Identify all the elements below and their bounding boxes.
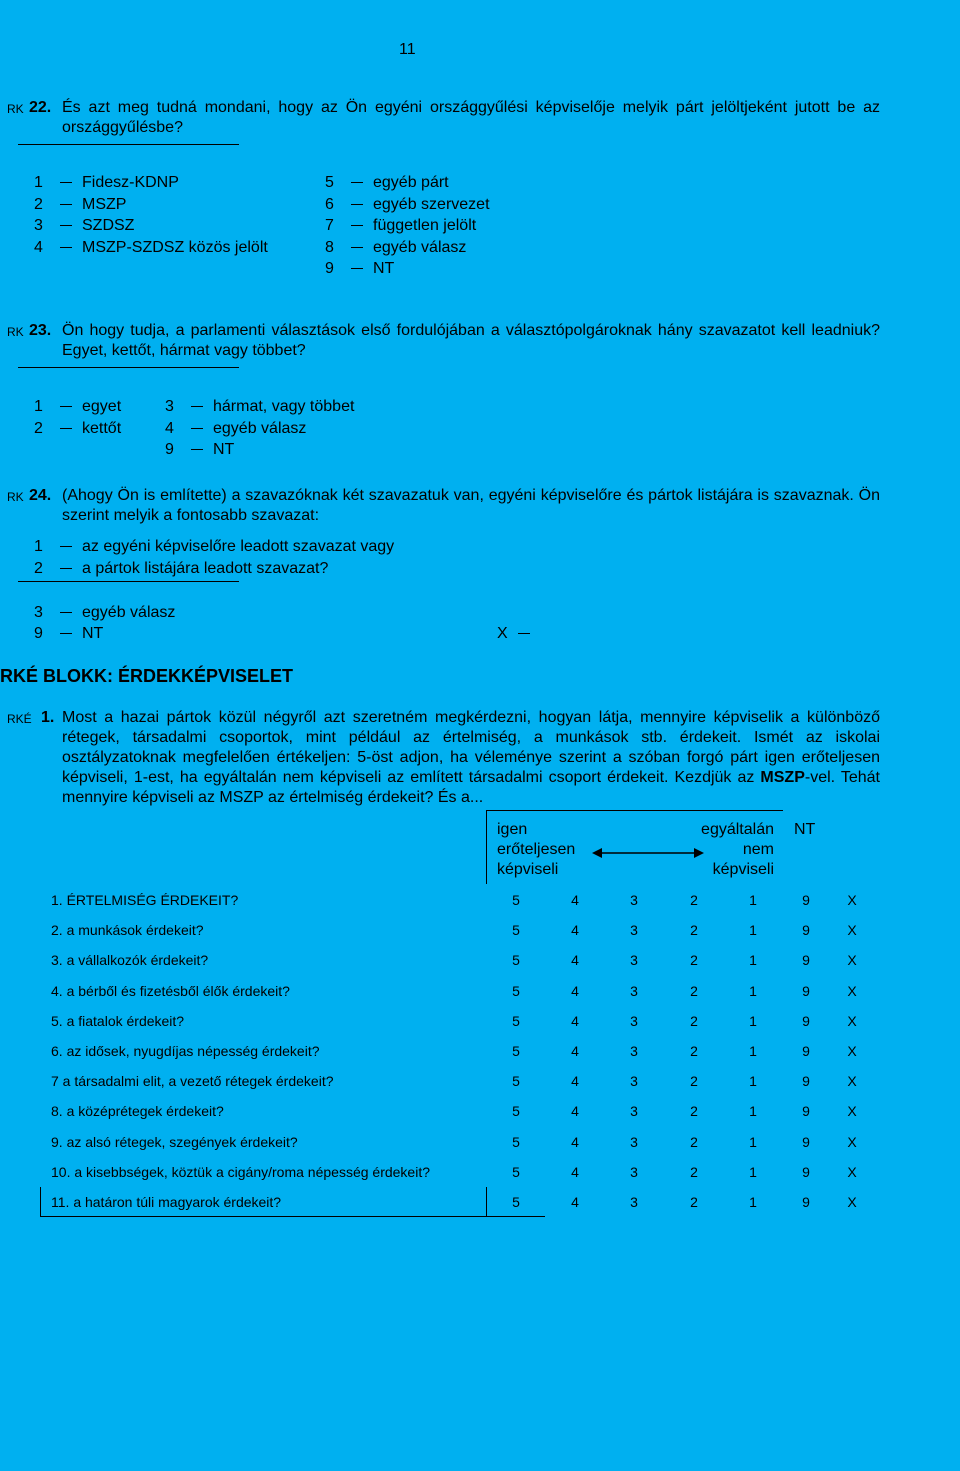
option-dash	[191, 428, 203, 429]
rating-code: X	[847, 1163, 857, 1180]
answer-option	[34, 195, 126, 215]
option-code: 3	[165, 398, 174, 415]
rating-code: 5	[512, 1103, 520, 1120]
rating-code: 5	[512, 922, 520, 939]
option-dash	[191, 449, 203, 450]
rating-code: 5	[512, 982, 520, 999]
question-prefix: RK	[7, 102, 24, 116]
rating-code: 3	[630, 1194, 638, 1210]
rating-code: 1	[749, 1043, 757, 1059]
table-row-label: 10. a kisebbségek, köztük a cigány/roma népesség érdekeit?	[51, 1163, 431, 1180]
rating-code: 4	[571, 1073, 579, 1090]
option-dash	[60, 225, 72, 226]
option-label: NT	[373, 260, 395, 277]
option-code: 6	[325, 195, 334, 213]
option-label: egyet	[82, 398, 122, 415]
table-left-line	[40, 1187, 41, 1217]
table-row-label: 8. a középrétegek érdekeit?	[51, 1103, 224, 1120]
rating-code: 5	[512, 1163, 520, 1180]
answer-option	[34, 419, 121, 439]
answer-option	[165, 397, 354, 417]
option-dash	[191, 406, 203, 407]
option-code: 9	[325, 260, 334, 277]
option-label: az egyéni képviselőre leadott szavazat vagy	[82, 538, 395, 555]
rating-code: 3	[630, 1133, 638, 1150]
option-label: SZDSZ	[82, 217, 135, 234]
question-prefix: RK	[7, 325, 24, 339]
rating-code: X	[847, 922, 857, 939]
rating-code: 4	[571, 1133, 579, 1150]
rating-code: 3	[630, 892, 638, 908]
divider	[18, 144, 239, 145]
option-code: 1	[34, 398, 43, 415]
option-label: NT	[82, 625, 104, 642]
rating-code: 4	[571, 922, 579, 939]
option-label: kettőt	[82, 419, 122, 437]
scale-nt-label: NT	[794, 821, 816, 838]
answer-option	[325, 173, 449, 193]
rating-code: 5	[512, 1043, 520, 1059]
question-prefix: RK	[7, 490, 24, 504]
rating-code: 4	[571, 892, 579, 908]
answer-option	[165, 419, 306, 439]
rating-code: 9	[802, 892, 810, 908]
option-code: 4	[34, 238, 43, 256]
rating-code: X	[847, 952, 857, 969]
rating-code: 4	[571, 982, 579, 999]
rating-code: 2	[690, 1103, 698, 1120]
option-dash	[60, 428, 72, 429]
answer-option	[34, 624, 103, 644]
scale-left-label: igen erőteljesen képviseli	[497, 821, 576, 878]
table-row-label: 9. az alsó rétegek, szegények érdekeit?	[51, 1133, 298, 1150]
rating-code: 2	[690, 1012, 698, 1029]
rating-code: X	[847, 1133, 857, 1150]
rating-code: 3	[630, 1073, 638, 1090]
answer-option	[34, 173, 179, 193]
block-heading: RKÉ BLOKK: ÉRDEKKÉPVISELET	[0, 666, 294, 686]
divider	[18, 367, 239, 368]
scale-top-line	[487, 810, 783, 811]
rating-code: 3	[630, 982, 638, 999]
question-number: 24.	[29, 487, 52, 504]
answer-option	[34, 559, 328, 579]
option-dash	[351, 225, 363, 226]
rating-code: 9	[802, 1012, 810, 1029]
page-number: 11	[399, 41, 416, 58]
rating-code: 1	[749, 1103, 757, 1120]
option-dash	[60, 204, 72, 205]
rating-code: 9	[802, 1073, 810, 1090]
option-code: 9	[34, 625, 43, 642]
table-mid-line	[486, 1187, 487, 1217]
option-dash	[60, 612, 72, 613]
question-number: 23.	[29, 322, 52, 339]
rating-code: 2	[690, 1133, 698, 1150]
rating-code: 5	[512, 1073, 520, 1090]
rating-code: 1	[749, 1012, 757, 1029]
rating-code: 4	[571, 1012, 579, 1029]
rating-code: 9	[802, 1103, 810, 1120]
answer-option	[325, 259, 394, 279]
table-row-label: 11. a határon túli magyarok érdekeit?	[51, 1194, 282, 1210]
rating-code: 1	[749, 892, 757, 908]
question-text: És azt meg tudná mondani, hogy az Ön egyéni országgyűlési képviselője melyik párt jelöltjeként jutott be az országgyűlésbe?	[62, 99, 880, 136]
rating-code: 1	[749, 1133, 757, 1150]
rating-code: 5	[512, 892, 520, 908]
question-prefix: RKÉ	[7, 712, 32, 726]
option-label: egyéb párt	[373, 174, 449, 191]
rating-code: 2	[690, 1043, 698, 1059]
rating-code: 5	[512, 952, 520, 969]
option-code: 3	[34, 604, 43, 621]
option-code: 7	[325, 217, 334, 234]
x-mark: X	[497, 624, 530, 644]
question-text: Most a hazai pártok közül négyről azt szeretném megkérdezni, hogyan látja, mennyire képviselik a különböző rétegek, társadalmi csoportok, mint például az értelmiség, a munkások stb. érdekeit. Ismét az iskolai osztályzatoknak megfelelően értékeljen: 5-öst adjon, ha véleménye szerint a szóban forgó párt igen erőteljesen képviseli, 1-est, ha egyáltalán nem képviseli az említett társadalmi csoport érdekeit. Kezdjük az MSZP-vel. Tehát mennyire képviseli az MSZP az értelmiség érdekeit? És a...	[62, 709, 880, 806]
option-dash	[60, 546, 72, 547]
option-code: 5	[325, 174, 334, 191]
option-dash	[351, 182, 363, 183]
table-row-label: 6. az idősek, nyugdíjas népesség érdekeit?	[51, 1043, 320, 1059]
option-code: 1	[34, 538, 43, 555]
option-dash	[60, 182, 72, 183]
rating-code: 2	[690, 922, 698, 939]
rating-code: 9	[802, 922, 810, 939]
rating-code: 5	[512, 1012, 520, 1029]
question-text: (Ahogy Ön is említette) a szavazóknak két szavazatuk van, egyéni képviselőre és pártok listájára is szavaznak. Ön szerint melyik a fontosabb szavazat:	[62, 487, 880, 524]
rating-code: 4	[571, 1163, 579, 1180]
rating-code: 1	[749, 1073, 757, 1090]
rating-code: 9	[802, 1163, 810, 1180]
option-label: egyéb válasz	[213, 419, 307, 437]
rating-code: 2	[690, 982, 698, 999]
option-label: Fidesz-KDNP	[82, 174, 179, 191]
scale-left-line	[486, 810, 487, 884]
option-dash	[60, 633, 72, 634]
rating-code: X	[847, 1103, 857, 1120]
option-dash	[60, 568, 72, 569]
option-code: 9	[165, 441, 174, 458]
rating-code: 9	[802, 982, 810, 999]
rating-code: 3	[630, 1163, 638, 1180]
rating-code: X	[847, 1043, 857, 1059]
scale-right-label: egyáltalán nem képviseli	[701, 821, 774, 878]
rating-code: X	[847, 982, 857, 999]
answer-option	[34, 238, 268, 258]
double-arrow-icon	[592, 845, 704, 861]
answer-option	[34, 603, 175, 623]
rating-code: 3	[630, 1043, 638, 1059]
rating-code: 3	[630, 1012, 638, 1029]
rating-code: X	[847, 1012, 857, 1029]
question-text: Ön hogy tudja, a parlamenti választások első fordulójában a választópolgároknak hány szavazatot kell leadniuk? Egyet, kettőt, hármat vagy többet?	[62, 322, 880, 359]
answer-option	[34, 216, 134, 236]
rating-code: 1	[749, 982, 757, 999]
rating-code: 9	[802, 1194, 810, 1210]
rating-code: 1	[749, 1194, 757, 1210]
option-code: 2	[34, 419, 43, 437]
rating-code: 3	[630, 1103, 638, 1120]
option-label: egyéb szervezet	[373, 195, 490, 213]
rating-code: 9	[802, 952, 810, 969]
rating-code: 3	[630, 952, 638, 969]
rating-code: 4	[571, 1103, 579, 1120]
option-dash	[60, 247, 72, 248]
rating-code: 2	[690, 1073, 698, 1090]
table-row-label: 2. a munkások érdekeit?	[51, 922, 204, 939]
option-label: hármat, vagy többet	[213, 398, 355, 415]
option-code: 4	[165, 419, 174, 437]
rating-code: 1	[749, 922, 757, 939]
answer-option	[325, 238, 466, 258]
question-number: 22.	[29, 99, 52, 116]
answer-option	[34, 397, 121, 417]
rating-code: 9	[802, 1043, 810, 1059]
table-bottom-line	[40, 1216, 545, 1217]
option-code: 3	[34, 217, 43, 234]
rating-code: X	[847, 1194, 857, 1210]
question-number: 1.	[41, 709, 55, 726]
option-label: NT	[213, 441, 235, 458]
rating-code: 2	[690, 892, 698, 908]
answer-option	[165, 440, 234, 460]
option-code: 8	[325, 238, 334, 256]
answer-option	[325, 216, 476, 236]
rating-code: 5	[512, 1133, 520, 1150]
table-row-label: 3. a vállalkozók érdekeit?	[51, 952, 209, 969]
option-label: MSZP	[82, 195, 127, 213]
rating-code: 4	[571, 1194, 579, 1210]
option-code: 2	[34, 560, 43, 577]
rating-code: 2	[690, 952, 698, 969]
table-row-label: 1. ÉRTELMISÉG ÉRDEKEIT?	[51, 892, 239, 908]
divider	[18, 581, 239, 582]
rating-code: 1	[749, 1163, 757, 1180]
rating-code: 4	[571, 952, 579, 969]
rating-code: 9	[802, 1133, 810, 1150]
option-label: MSZP-SZDSZ közös jelölt	[82, 238, 268, 256]
rating-code: 1	[749, 952, 757, 969]
rating-code: 2	[690, 1163, 698, 1180]
option-label: egyéb válasz	[82, 604, 176, 621]
option-dash	[351, 247, 363, 248]
table-row-label: 5. a fiatalok érdekeit?	[51, 1012, 185, 1029]
rating-code: 2	[690, 1194, 698, 1210]
option-label: egyéb válasz	[373, 238, 467, 256]
answer-option	[325, 195, 490, 215]
option-dash	[351, 268, 363, 269]
rating-code: X	[847, 1073, 857, 1090]
rating-code: 5	[512, 1194, 520, 1210]
table-row-label: 4. a bérből és fizetésből élők érdekeit?	[51, 982, 290, 999]
rating-code: 4	[571, 1043, 579, 1059]
answer-option	[34, 537, 394, 557]
option-label: a pártok listájára leadott szavazat?	[82, 560, 329, 577]
option-code: 1	[34, 174, 43, 191]
option-dash	[351, 204, 363, 205]
rating-code: X	[847, 892, 857, 908]
option-label: független jelölt	[373, 217, 477, 234]
option-code: 2	[34, 195, 43, 213]
table-row-label: 7 a társadalmi elit, a vezető rétegek érdekeit?	[51, 1073, 334, 1090]
option-dash	[60, 406, 72, 407]
rating-code: 3	[630, 922, 638, 939]
